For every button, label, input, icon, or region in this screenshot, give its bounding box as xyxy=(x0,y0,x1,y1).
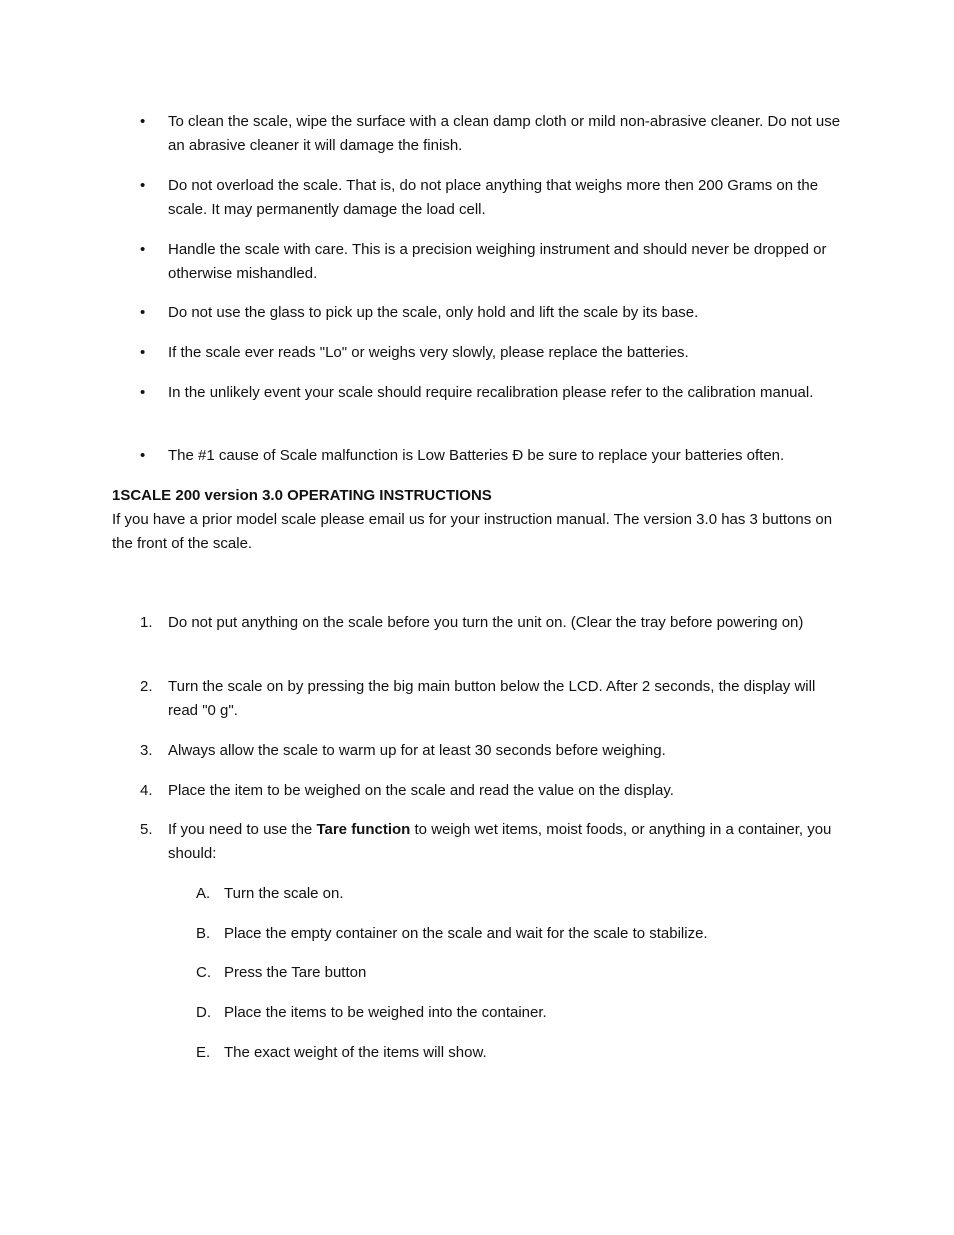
step5-suffix: to weigh wet items, moist foods, or anything in a container, you should: xyxy=(168,821,832,862)
list-item-text: The exact weight of the items will show. xyxy=(224,1044,487,1061)
section-heading: 1SCALE 200 version 3.0 OPERATING INSTRUCTIONS xyxy=(112,487,492,504)
list-item xyxy=(0,444,954,484)
step-number: 4. xyxy=(140,782,153,799)
list-item-text: Always allow the scale to warm up for at least 30 seconds before weighing. xyxy=(168,742,666,759)
list-item xyxy=(0,818,954,882)
list-item-text: Press the Tare button xyxy=(224,964,367,981)
bullet-icon: • xyxy=(140,447,146,464)
list-item-text: In the unlikely event your scale should require recalibration please refer to the calibration manual. xyxy=(168,384,814,401)
list-item xyxy=(0,110,954,174)
step-number: 1. xyxy=(140,614,153,631)
list-item-text: Place the empty container on the scale and wait for the scale to stabilize. xyxy=(224,925,708,942)
sub-step-letter: C. xyxy=(196,964,211,981)
list-item-text: Do not use the glass to pick up the scale, only hold and lift the scale by its base. xyxy=(168,304,699,321)
care-bullet-list xyxy=(0,110,954,484)
list-item-text: The #1 cause of Scale malfunction is Low Batteries Đ be sure to replace your batteries often. xyxy=(168,447,785,464)
list-item-text: Do not put anything on the scale before you turn the unit on. (Clear the tray before powering on) xyxy=(168,614,804,631)
tare-function-label: Tare function xyxy=(316,821,411,838)
list-item xyxy=(0,1041,954,1081)
intro-paragraph: If you have a prior model scale please email us for your instruction manual. The version 3.0 has 3 buttons on the front of the scale. xyxy=(112,511,833,552)
list-item-text xyxy=(168,821,831,862)
list-item xyxy=(0,882,954,922)
list-item xyxy=(0,301,954,341)
list-item-text: If the scale ever reads "Lo" or weighs very slowly, please replace the batteries. xyxy=(168,344,689,361)
instructions-section xyxy=(112,484,842,556)
step-number: 5. xyxy=(140,821,153,838)
sub-step-letter: B. xyxy=(196,925,211,942)
bullet-icon: • xyxy=(140,241,146,258)
bullet-icon: • xyxy=(140,304,146,321)
list-item-text: To clean the scale, wipe the surface with a clean damp cloth or mild non-abrasive cleaner. Do not use an abrasive cleaner it will damage the finish. xyxy=(168,113,841,154)
step-number: 2. xyxy=(140,678,153,695)
bullet-icon: • xyxy=(140,384,146,401)
list-item xyxy=(0,1001,954,1041)
list-item-text: Turn the scale on by pressing the big main button below the LCD. After 2 seconds, the display will read "0 g". xyxy=(168,678,816,719)
bullet-icon: • xyxy=(140,344,146,361)
steps-list xyxy=(0,611,954,882)
list-item xyxy=(0,611,954,675)
list-item xyxy=(0,341,954,381)
list-item xyxy=(0,961,954,1001)
step-number: 3. xyxy=(140,742,153,759)
list-item-text: Handle the scale with care. This is a precision weighing instrument and should never be dropped or otherwise mishandled. xyxy=(168,241,827,282)
sub-step-letter: D. xyxy=(196,1004,211,1021)
step5-prefix: If you need to use the xyxy=(168,821,317,838)
bullet-icon: • xyxy=(140,113,146,130)
list-item-text: Place the items to be weighed into the container. xyxy=(224,1004,547,1021)
list-item-text: Place the item to be weighed on the scale and read the value on the display. xyxy=(168,782,674,799)
list-item xyxy=(0,174,954,238)
list-item xyxy=(0,739,954,779)
sub-step-letter: E. xyxy=(196,1044,211,1061)
list-item xyxy=(0,779,954,818)
sub-steps-list xyxy=(0,882,954,1081)
list-item-text: Turn the scale on. xyxy=(224,885,344,902)
list-item xyxy=(0,675,954,739)
list-item xyxy=(0,238,954,301)
list-item-text: Do not overload the scale. That is, do not place anything that weighs more then 200 Grams on the scale. It may permanently damage the load cell. xyxy=(168,177,819,218)
list-item xyxy=(0,922,954,961)
bullet-icon: • xyxy=(140,177,146,194)
sub-step-letter: A. xyxy=(196,885,211,902)
list-item xyxy=(0,381,954,444)
